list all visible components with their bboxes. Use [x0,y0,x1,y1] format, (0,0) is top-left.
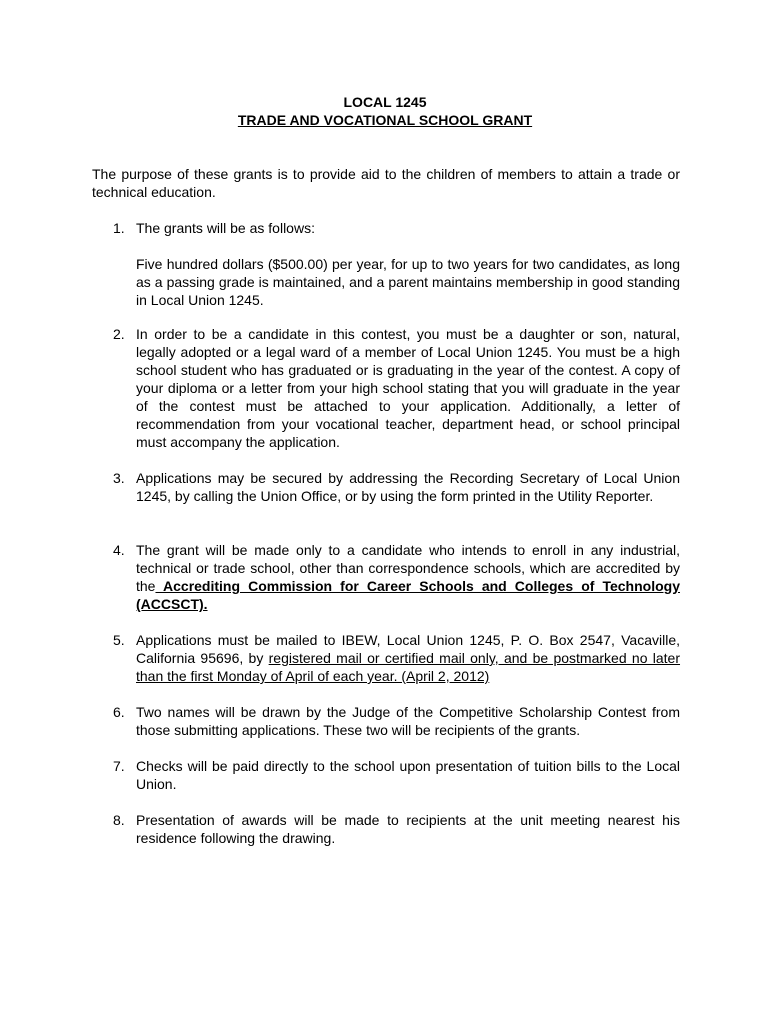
list-item-4 [92,541,680,613]
item-text: Checks will be paid directly to the school upon presentation of tuition bills to the Local Union. [136,758,680,792]
list-item-1 [92,219,680,309]
mailing-requirement-underlined: registered mail or certified mail only, and be postmarked no later than the first Monday of April of each year. (April 2, 2012) [136,650,681,684]
item-subtext: Five hundred dollars ($500.00) per year, for up to two years for two candidates, as long as a passing grade is maintained, and a parent maintains membership in good standing in Local Union 1245. [136,256,680,308]
item-number: 6. [113,704,125,720]
item-text: Two names will be drawn by the Judge of the Competitive Scholarship Contest from those submitting applications. These two will be recipients of the grants. [136,704,680,738]
item-text [136,631,680,685]
item-text: Applications may be secured by addressing the Recording Secretary of Local Union 1245, by calling the Union Office, or by using the form printed in the Utility Reporter. [136,470,680,504]
list-item-6 [92,703,680,739]
intro-paragraph: The purpose of these grants is to provide aid to the children of members to attain a trade or technical education. [92,166,680,200]
list-item-8 [92,811,680,847]
item-text [136,541,680,613]
item-number: 1. [113,220,125,236]
item-number: 5. [113,632,125,648]
accrediting-commission-emphasis: Accrediting Commission for Career Schools and Colleges of Technology (ACCSCT). [136,578,680,612]
item-text-part: The grant will be made only to a candidate who intends to enroll in any industrial, technical or trade school, other than correspondence schools, which are accredited by the [136,542,680,594]
item-number: 4. [113,542,125,558]
list-item-7 [92,757,680,793]
item-text: The grants will be as follows: [136,220,315,236]
item-text: Presentation of awards will be made to recipients at the unit meeting nearest his residence following the drawing. [136,812,680,846]
item-number: 2. [113,326,125,342]
item-number: 3. [113,470,125,486]
title-grant-name: TRADE AND VOCATIONAL SCHOOL GRANT [237,112,533,128]
list-item-5 [92,631,680,685]
item-number: 7. [113,758,125,774]
list-item-2 [92,325,680,451]
document-title [0,93,770,129]
title-local: LOCAL 1245 [343,94,427,110]
item-text: In order to be a candidate in this contest, you must be a daughter or son, natural, legally adopted or a legal ward of a member of Local Union 1245. You must be a high school student who has graduated or is graduating in the year of the contest. A copy of your diploma or a letter from your high school stating that you will graduate in the year of the contest must be attached to your application. Additionally, a letter of recommendation from your vocational teacher, department head, or school principal must accompany the application. [136,326,680,450]
list-item-3 [92,469,680,505]
item-number: 8. [113,812,125,828]
item-text-part: Applications must be mailed to IBEW, Local Union 1245, P. O. Box 2547, Vacaville, California 95696, by [136,632,680,666]
